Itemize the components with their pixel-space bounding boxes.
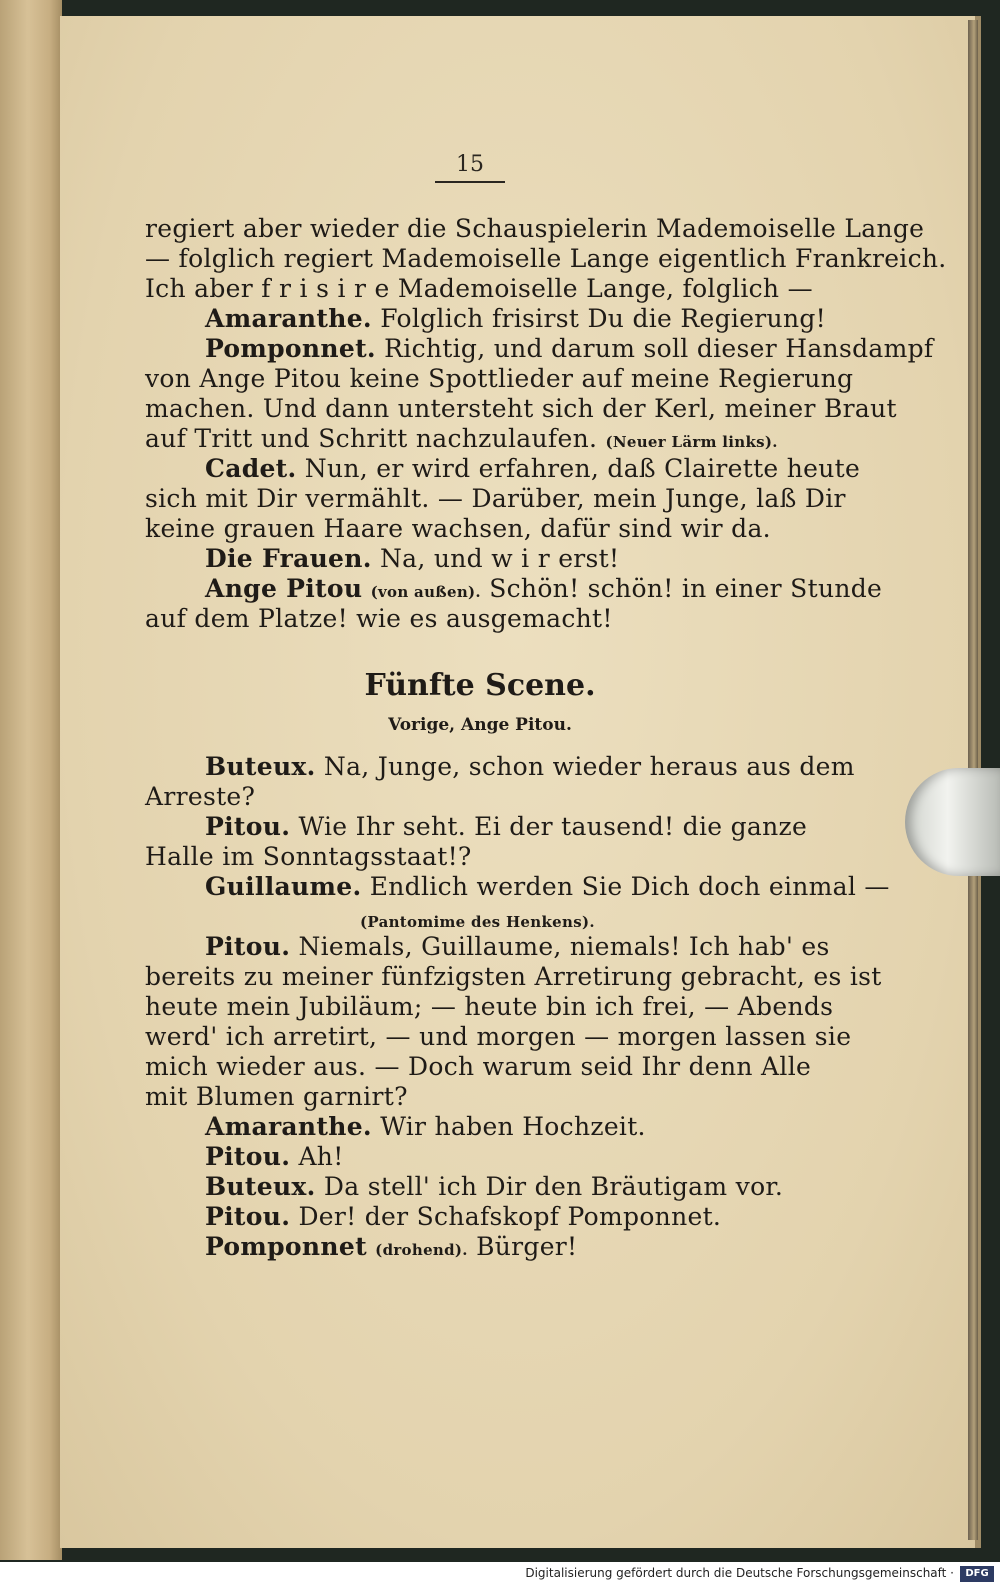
text-line: Pitou. Der! der Schafskopf Pomponnet. [205, 1202, 722, 1231]
text-line: von Ange Pitou keine Spottlieder auf meine Regierung [145, 364, 854, 393]
text-line: Halle im Sonntagsstaat!? [145, 842, 472, 871]
text-line: Cadet. Nun, er wird erfahren, daß Clairette heute [205, 454, 861, 483]
speaker-name: Pitou. [205, 1202, 291, 1231]
text-line: Amaranthe. Folglich frisirst Du die Regierung! [205, 304, 827, 333]
text-line: Die Frauen. Na, und w i r erst! [205, 544, 620, 573]
speaker-name: Buteux. [205, 752, 316, 781]
speaker-name: Die Frauen. [205, 544, 372, 573]
text-line: werd' ich arretirt, — und morgen — morgen lassen sie [145, 1022, 852, 1051]
speaker-name: Buteux. [205, 1172, 316, 1201]
text-line: bereits zu meiner fünfzigsten Arretirung gebracht, es ist [145, 962, 882, 991]
dfg-logo: DFG [960, 1566, 994, 1582]
speaker-name: Pitou. [205, 812, 291, 841]
text-line: Pitou. Wie Ihr seht. Ei der tausend! die ganze [205, 812, 808, 841]
stage-direction: (Pantomime des Henkens). [360, 913, 595, 931]
scene-title: Fünfte Scene. [364, 668, 596, 703]
speaker-name: Pitou. [205, 932, 291, 961]
speaker-name: Pomponnet [205, 1232, 367, 1261]
text-line: Buteux. Na, Junge, schon wieder heraus aus dem [205, 752, 855, 781]
speaker-name: Pomponnet. [205, 334, 376, 363]
stage-direction: (von außen). [370, 583, 481, 601]
text-line: machen. Und dann untersteht sich der Kerl, meiner Braut [145, 394, 897, 423]
text-line: Ich aber f r i s i r e Mademoiselle Lange, folglich — [145, 274, 813, 303]
speaker-name: Amaranthe. [205, 1112, 372, 1141]
footer-bar [0, 1562, 1000, 1586]
text-line: Arreste? [145, 782, 256, 811]
speaker-name: Pitou. [205, 1142, 291, 1171]
text-line: auf dem Platze! wie es ausgemacht! [145, 604, 613, 633]
text-line: Pomponnet. Richtig, und darum soll dieser Hansdampf [205, 334, 934, 363]
stage-direction: (drohend). [375, 1241, 468, 1259]
text-line: Guillaume. Endlich werden Sie Dich doch einmal — [205, 872, 890, 901]
text-line: mich wieder aus. — Doch warum seid Ihr denn Alle [145, 1052, 812, 1081]
text-line: Ange Pitou (von außen). Schön! schön! in einer Stunde [205, 574, 883, 603]
funding-notice: Digitalisierung gefördert durch die Deutsche Forschungsgemeinschaft · [525, 1566, 954, 1580]
text-line: Amaranthe. Wir haben Hochzeit. [205, 1112, 646, 1141]
text-line: regiert aber wieder die Schauspielerin Mademoiselle Lange [145, 214, 925, 243]
speaker-name: Amaranthe. [205, 304, 372, 333]
text-line: heute mein Jubiläum; — heute bin ich frei, — Abends [145, 992, 834, 1021]
book-spine [0, 0, 62, 1560]
text-line: Pomponnet (drohend). Bürger! [205, 1232, 578, 1261]
page-number: 15 [435, 152, 505, 183]
speaker-name: Guillaume. [205, 872, 362, 901]
scene-subtitle: Vorige, Ange Pitou. [388, 715, 572, 735]
text-line: Pitou. Ah! [205, 1142, 344, 1171]
speaker-name: Ange Pitou [205, 574, 363, 603]
text-line: mit Blumen garnirt? [145, 1082, 408, 1111]
text-line [360, 904, 595, 933]
stage-direction: (Neuer Lärm links). [605, 433, 778, 451]
text-line: keine grauen Haare wachsen, dafür sind wir da. [145, 514, 771, 543]
text-line: Buteux. Da stell' ich Dir den Bräutigam vor. [205, 1172, 784, 1201]
text-line: auf Tritt und Schritt nachzulaufen. (Neuer Lärm links). [145, 424, 778, 453]
text-line: — folglich regiert Mademoiselle Lange eigentlich Frankreich. [145, 244, 947, 273]
text-line: Pitou. Niemals, Guillaume, niemals! Ich hab' es [205, 932, 830, 961]
speaker-name: Cadet. [205, 454, 297, 483]
text-line: sich mit Dir vermählt. — Darüber, mein Junge, laß Dir [145, 484, 846, 513]
